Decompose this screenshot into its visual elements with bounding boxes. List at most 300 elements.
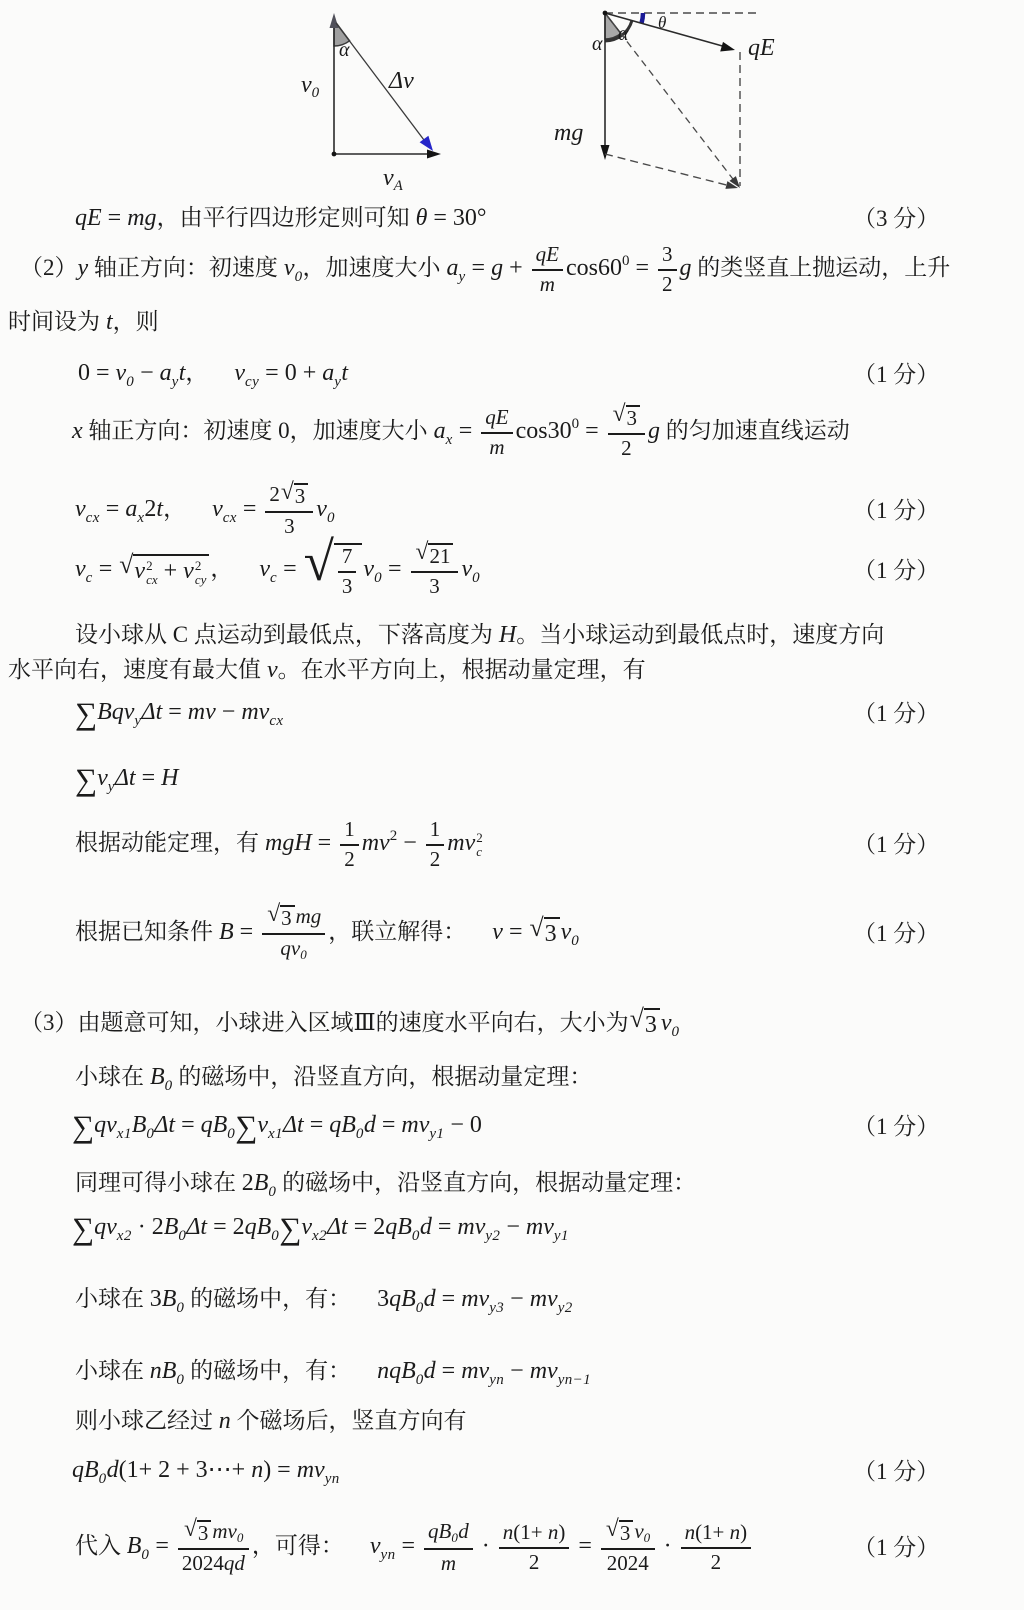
math-text: 3 (626, 406, 638, 431)
theta-label: θ (658, 13, 667, 32)
radical-sign: √ (119, 549, 134, 579)
math-text: ) (740, 1520, 748, 1545)
summation-symbol: ∑ (75, 762, 98, 798)
math-subscript: 0 (146, 1126, 155, 1142)
math-var: mgH (259, 829, 312, 856)
math-var: v (277, 254, 295, 281)
math-var: d (423, 1358, 436, 1384)
math-var: g (648, 418, 661, 445)
math-text: 2 (662, 271, 673, 296)
math-var: m (489, 434, 505, 459)
fraction (601, 1516, 655, 1575)
radicand (626, 405, 641, 431)
line-impulse-y (0, 763, 1024, 798)
math-subscript: 0 (374, 570, 382, 587)
math-text: 3 (429, 573, 440, 598)
math-var: d (423, 1286, 436, 1312)
math-var: B (126, 1533, 142, 1560)
math-var: B (163, 1214, 179, 1240)
math-var: n (218, 1408, 231, 1434)
radicand (544, 917, 560, 951)
math-var: t (156, 496, 164, 523)
square-root (303, 531, 363, 598)
fraction (426, 818, 445, 871)
math-var: n (251, 1457, 264, 1483)
fraction-numerator (262, 901, 325, 935)
math-text: 2024 (606, 1550, 649, 1575)
math-var: θ (409, 205, 428, 231)
math-var: qE (75, 205, 102, 231)
fraction (499, 1521, 570, 1574)
square-root (415, 539, 454, 569)
math-text: = (435, 1358, 462, 1384)
math-subscript: yn (489, 1372, 505, 1388)
stacked-superscript: 2 (194, 557, 202, 573)
v0-arrowhead (330, 13, 339, 28)
cjk-text: 的类竖直上抛运动，上升 (691, 254, 951, 280)
math-var: v (660, 1010, 672, 1037)
fraction-numerator (681, 1521, 752, 1549)
math-var: qB (428, 1519, 452, 1544)
math-text: = (502, 919, 529, 946)
line-b0-impulse (0, 1110, 1024, 1145)
math-var: qB (200, 1112, 228, 1138)
math-text: · (657, 1533, 678, 1560)
math-var: B (213, 919, 234, 946)
summation-symbol: ∑ (75, 696, 98, 732)
math-text: cos30 (515, 418, 572, 445)
math-subscript: x (445, 432, 453, 449)
math-subscript: 0 (300, 946, 308, 962)
fraction-numerator (601, 1516, 655, 1550)
score-mark: （3 分） (853, 205, 940, 231)
cjk-text: 时间设为 (8, 309, 100, 334)
math-var: v (212, 496, 223, 523)
dv-arrowhead (420, 136, 433, 151)
math-var: B (253, 1170, 269, 1196)
math-text: = (381, 556, 408, 583)
math-subscript: 0 (271, 1228, 280, 1244)
math-subscript: y3 (489, 1300, 505, 1316)
math-text: 3 (544, 920, 557, 947)
math-subscript: y (171, 374, 179, 390)
math-var: d (106, 1457, 119, 1483)
square-root (529, 912, 560, 951)
square-root (612, 401, 640, 431)
math-text: 2 (429, 846, 441, 871)
math-subscript: y (107, 779, 115, 795)
mg-label: mg (554, 120, 584, 146)
radicand (334, 543, 363, 598)
math-superscript: 2 (389, 827, 398, 844)
math-text: 3 (619, 1521, 631, 1546)
square-root (119, 549, 209, 588)
fraction-numerator (481, 406, 512, 434)
math-subscript: y2 (557, 1300, 573, 1316)
math-var: v (634, 1519, 644, 1543)
math-subscript: yn (324, 1471, 340, 1487)
math-subscript: cx (269, 713, 284, 729)
math-var: qd (223, 1550, 245, 1575)
fraction (681, 1521, 752, 1574)
math-text: = 2 (347, 1214, 386, 1240)
math-text: · 2 (131, 1214, 164, 1240)
math-subscript: 0 (411, 1228, 420, 1244)
math-subscript: x2 (116, 1228, 132, 1244)
math-subscript: cy (245, 374, 260, 390)
math-var: v (75, 496, 86, 523)
cjk-text: ， (185, 360, 209, 385)
math-var: mv (457, 1214, 486, 1240)
math-subscript: y2 (485, 1228, 501, 1244)
math-text: · (475, 1533, 496, 1560)
stacked-subscript: cy (194, 571, 207, 587)
stacked-superscript: 2 (476, 829, 483, 845)
math-var: Bqv (97, 699, 135, 725)
math-var: n (684, 1520, 696, 1545)
cjk-text: ，可得： (251, 1533, 344, 1559)
math-var: mv (296, 1457, 325, 1483)
math-var: qB (244, 1214, 272, 1240)
math-text: (1+ (513, 1520, 548, 1545)
math-var: d (363, 1112, 376, 1138)
math-text: = (99, 496, 126, 523)
math-var: d (419, 1214, 432, 1240)
math-text: 3 (281, 906, 292, 931)
math-var: qE (485, 405, 509, 430)
fraction (340, 818, 359, 871)
line-x-axis (0, 401, 1024, 460)
cjk-text: ，加速度大小 (302, 254, 441, 280)
va-label: $v_A$ (383, 165, 403, 194)
math-var: v (97, 765, 108, 791)
math-text: 2 (528, 1549, 540, 1574)
math-var: v (259, 556, 271, 583)
cjk-text: ，联立解得： (328, 919, 467, 945)
summation-symbol: ∑ (279, 1211, 302, 1247)
math-var: B (144, 1064, 165, 1090)
sup-sub-stack (195, 559, 207, 586)
math-var: t (341, 360, 348, 386)
cjk-text: 轴正方向：初速度 0，加速度大小 (82, 418, 428, 444)
math-text: 2 (269, 482, 280, 506)
math-text: 21 (429, 544, 451, 569)
math-var: nqB (377, 1358, 416, 1384)
math-text: 7 (341, 544, 353, 569)
math-var: v (134, 557, 146, 584)
radicand (133, 554, 209, 588)
cjk-text: 小球在 (75, 1358, 150, 1383)
math-text: = (149, 1533, 175, 1560)
line-2b0-impulse (0, 1212, 1024, 1247)
fraction-numerator (338, 545, 357, 573)
radical-sign: √ (612, 401, 626, 428)
score-mark: （1 分） (853, 1459, 940, 1485)
radical-sign: √ (183, 1516, 197, 1543)
math-var: qB (385, 1214, 412, 1240)
line-c-point-b (0, 655, 1024, 687)
line-3b0-field (0, 1284, 1024, 1319)
math-var: mv (461, 1286, 490, 1312)
math-subscript: y1 (553, 1228, 569, 1244)
theta-angle-arc (642, 13, 644, 23)
apex-dot (603, 11, 608, 16)
parallelogram-bottom-dashed (605, 154, 733, 187)
math-subscript: cx (85, 510, 100, 527)
math-subscript: x1 (267, 1126, 283, 1142)
fraction-numerator (658, 243, 677, 271)
score-mark: （1 分） (853, 557, 940, 583)
fraction-denominator (424, 1550, 473, 1576)
math-subscript: 0 (451, 1530, 459, 1546)
math-text: − (134, 360, 160, 386)
math-text: = (629, 254, 655, 281)
math-subscript: 0 (355, 1126, 364, 1142)
math-text: (1+ (695, 1520, 730, 1545)
stacked-superscript: 2 (146, 557, 153, 573)
fraction-numerator (499, 1521, 570, 1549)
math-text: = (395, 1533, 422, 1560)
math-text: = (92, 556, 119, 583)
cjk-text: 根据动能定理，有 (75, 829, 259, 855)
math-var: m (440, 1550, 456, 1575)
velocity-triangle-figure (283, 4, 478, 196)
math-var: qv (94, 1214, 117, 1240)
math-var: v (369, 1533, 381, 1560)
qe-label: qE (748, 35, 775, 61)
math-subscript: 0 (415, 1300, 424, 1316)
alpha1-label: α (592, 33, 603, 55)
math-var: Δt (282, 1112, 304, 1138)
line-final (0, 1516, 1024, 1575)
alpha-label: α (339, 39, 350, 61)
sup-sub-stack (476, 831, 483, 858)
math-var: qB (329, 1112, 356, 1138)
alpha2-label: α (618, 23, 629, 45)
math-subscript: c (270, 570, 278, 587)
math-text: = (465, 254, 492, 281)
cjk-text: ， (163, 496, 187, 522)
math-var: qE (535, 242, 559, 266)
cjk-text: 的匀加速直线运动 (660, 418, 850, 444)
math-var: v (261, 657, 278, 683)
radicand (280, 905, 295, 931)
line-b0-field (0, 1062, 1024, 1097)
math-var: x (72, 418, 83, 445)
math-text: = (435, 1286, 462, 1312)
summation-symbol: ∑ (235, 1109, 258, 1145)
math-subscript: 0 (671, 1024, 680, 1041)
math-text: = 2 (207, 1214, 245, 1240)
mg-arrowhead (601, 145, 610, 160)
math-var: m (447, 829, 465, 856)
math-var: mv (187, 699, 216, 725)
math-subscript: 0 (176, 1372, 185, 1388)
math-var: B (131, 1112, 147, 1138)
origin-dot (332, 152, 337, 157)
cjk-text: 。在水平方向上，根据动量定理，有 (277, 657, 646, 682)
fraction-numerator (265, 479, 313, 513)
math-var: t (100, 309, 113, 335)
fraction-numerator (340, 818, 359, 846)
score-mark: （1 分） (853, 1114, 940, 1140)
cjk-text: 代入 (75, 1533, 127, 1559)
fraction (532, 243, 563, 296)
math-var: mg (127, 205, 157, 231)
math-subscript: 0 (294, 268, 303, 285)
math-var: v (464, 829, 476, 856)
line-part3-intro (0, 1004, 1024, 1043)
math-var: a (427, 418, 446, 445)
line-vcx (0, 479, 1024, 538)
fraction (658, 243, 677, 296)
math-var: mv (529, 1286, 558, 1312)
math-var: mg (295, 904, 322, 928)
math-text: = (311, 829, 338, 856)
math-var: nB (149, 1358, 177, 1384)
math-text: = (101, 205, 128, 231)
cjk-text: 小球在 (75, 1064, 144, 1089)
math-var: qv (280, 935, 301, 960)
math-var: v (301, 1214, 312, 1240)
math-text: = (233, 919, 260, 946)
math-text: 3 (294, 484, 306, 509)
fraction (265, 479, 313, 538)
math-subscript: 0 (98, 1471, 107, 1487)
math-var: n (547, 1520, 559, 1545)
summation-symbol: ∑ (72, 1109, 95, 1145)
math-text: 2 (241, 1170, 254, 1196)
math-text: 3 (644, 1012, 657, 1038)
math-subscript: yn−1 (557, 1372, 592, 1388)
math-var: qB (72, 1457, 99, 1483)
math-text: 2 (144, 496, 157, 523)
math-var: a (440, 254, 459, 281)
dv-label: Δv (389, 68, 414, 94)
math-text: 1 (344, 817, 355, 841)
fraction-numerator (424, 1520, 473, 1550)
math-subscript: 0 (326, 510, 335, 527)
math-var: mv (241, 699, 270, 725)
math-subscript: y (334, 374, 342, 390)
math-var: v (257, 1112, 268, 1138)
line-sum-series (0, 1455, 1024, 1490)
math-var: m (539, 271, 555, 296)
square-root (605, 1516, 633, 1546)
force-parallelogram-figure (548, 2, 780, 200)
fraction-denominator (411, 573, 459, 599)
math-subscript: x (137, 510, 145, 527)
math-var: mv (361, 829, 390, 856)
fraction-numerator (532, 243, 563, 271)
math-subscript: 0 (236, 1530, 244, 1545)
cjk-text: 水平向右，速度有最大值 (8, 657, 261, 682)
math-text: = (303, 1112, 330, 1138)
fraction-denominator (262, 935, 325, 963)
math-var: a (322, 360, 335, 386)
math-var: mv (525, 1214, 554, 1240)
radicand (197, 1520, 212, 1546)
fraction (262, 901, 325, 962)
fraction-denominator (178, 1550, 249, 1576)
math-var: Δt (186, 1214, 208, 1240)
math-text: + (157, 557, 184, 584)
fraction-denominator (681, 1549, 752, 1575)
math-text: − (397, 829, 423, 856)
math-var: Δt (326, 1214, 348, 1240)
math-superscript: 0 (571, 416, 580, 433)
score-mark: （1 分） (853, 1534, 940, 1560)
cjk-text: 根据已知条件 (75, 919, 213, 945)
math-text: 3 (197, 1521, 209, 1546)
math-text: 2 (710, 1549, 722, 1574)
math-text: = 0 + (259, 360, 323, 386)
math-subscript: y (458, 268, 466, 285)
cjk-text: （2） (20, 254, 78, 280)
math-var: v (492, 919, 503, 946)
math-var: v (316, 496, 327, 523)
math-text: 2 (621, 435, 632, 460)
fraction-denominator (338, 573, 357, 599)
math-var: t (178, 360, 186, 386)
square-root (280, 479, 308, 509)
stacked-subscript: cx (146, 571, 158, 587)
math-subscript: c (85, 570, 93, 587)
line-vc (0, 531, 1024, 598)
math-var: v (461, 556, 473, 583)
fraction-denominator (481, 434, 512, 460)
math-subscript: 0 (472, 570, 480, 587)
math-subscript: 0 (178, 1228, 187, 1244)
cjk-text: 轴正方向：初速度 (88, 254, 278, 280)
math-text: − (215, 699, 242, 725)
line-part2-intro (0, 243, 1024, 296)
line-energy (0, 818, 1024, 871)
math-var: a (125, 496, 138, 523)
math-text: + (503, 254, 529, 281)
math-text: 3 (341, 573, 353, 598)
math-subscript: 0 (126, 374, 135, 390)
score-mark: （1 分） (853, 362, 940, 388)
math-text: ) (558, 1520, 566, 1545)
score-mark: （1 分） (853, 497, 940, 523)
math-text: − (504, 1286, 530, 1312)
math-subscript: 0 (268, 1184, 277, 1200)
line-condition-b (0, 901, 1024, 962)
cjk-text: 则小球乙经过 (75, 1408, 219, 1433)
stacked-subscript: c (476, 843, 483, 859)
line-qe-mg (0, 203, 1024, 235)
math-text: = (375, 1112, 402, 1138)
sup-sub-stack (146, 559, 158, 586)
math-var: v (234, 360, 246, 386)
math-text: 0 = (78, 360, 116, 386)
math-var: mv (461, 1358, 490, 1384)
radicand (644, 1008, 660, 1042)
radical-sign: √ (303, 531, 334, 593)
va-arrowhead (427, 150, 441, 159)
math-var: mv (212, 1519, 237, 1543)
fraction-numerator (178, 1516, 249, 1550)
cjk-text: 的磁场中，有： (184, 1286, 352, 1311)
math-text: = (277, 556, 303, 583)
math-subscript: yn (380, 1547, 396, 1564)
fraction-denominator (340, 846, 359, 872)
math-var: n (502, 1520, 514, 1545)
math-text: = (572, 1533, 598, 1560)
cjk-text: （3）由题意可知，小球进入区域Ⅲ的速度水平向右，大小为 (20, 1010, 629, 1036)
math-text: = (236, 496, 263, 523)
